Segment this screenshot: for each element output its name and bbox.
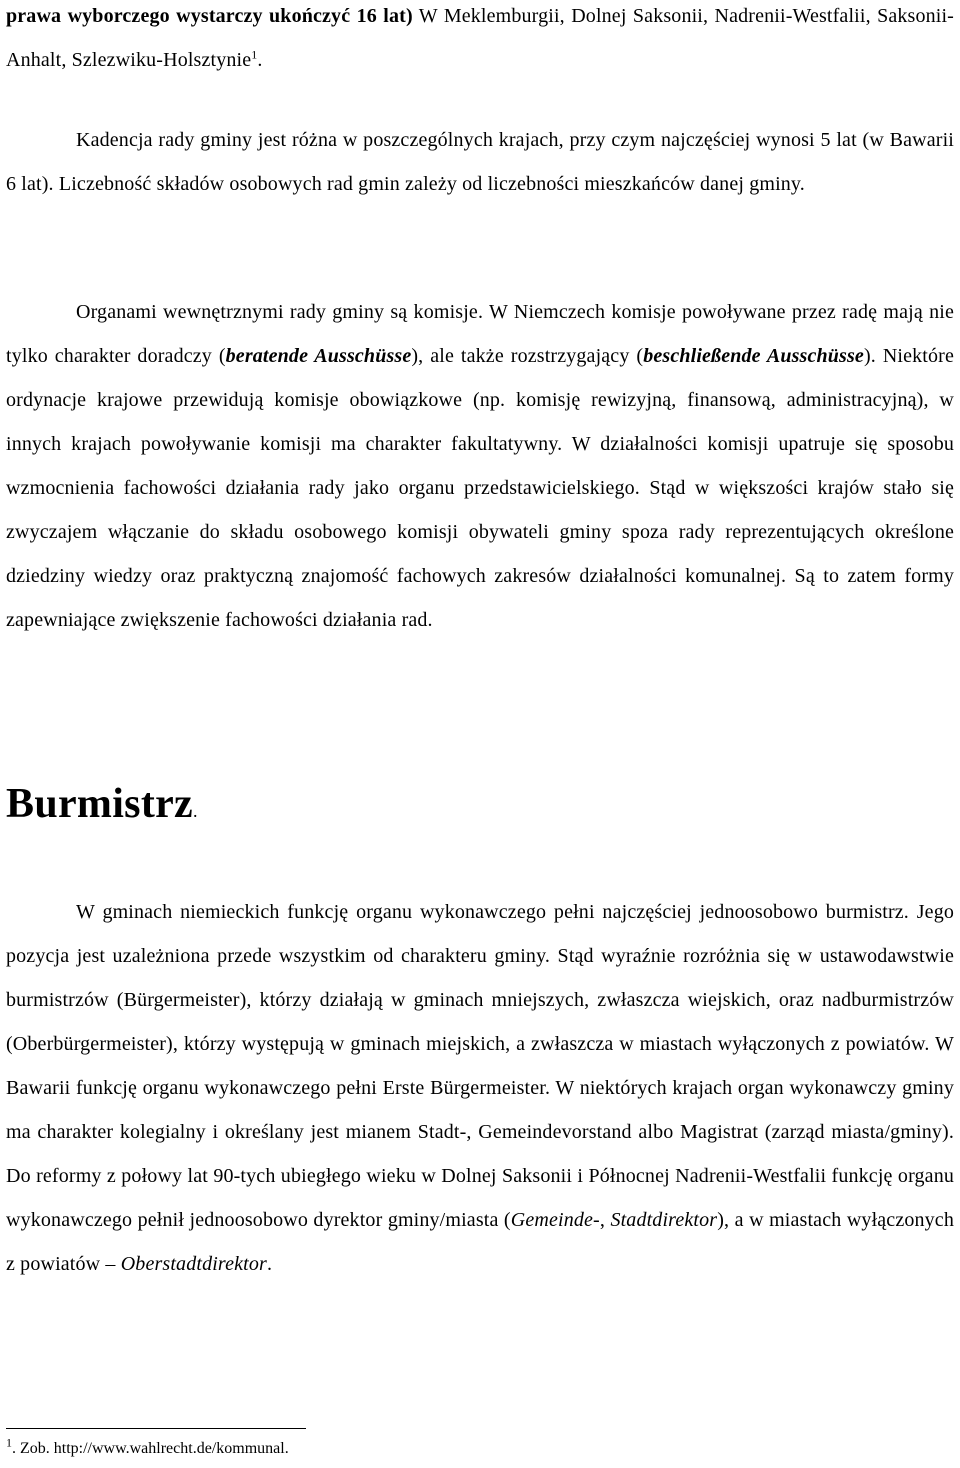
paragraph-end: . [257,49,263,71]
paragraph-council-term [6,118,954,206]
paragraph-end: . [266,1253,273,1275]
section-heading [6,772,198,843]
german-term: beratende Ausschüsse [225,345,412,367]
paragraph-text: ). Niektóre ordynacje krajowe przewidują komisje obowiązkowe (np. komisję rewizyjną, finansową, administracyjną), w innych krajach powoływanie komisji ma charakter fakultatywny. W działalności komisji upatruje się sposobu wzmocnienia fachowości działania rady jako organu przedstawicielskiego. Stąd w większości krajów stało się zwyczajem włączanie do składu osobowego komisji obywateli gminy spoza rady reprezentujących określone dziedziny wiedzy oraz praktyczną znajomość fachowych zakresów działalności komunalnej. Są to zatem formy zapewniające zwiększenie fachowości działania rad. [6,345,954,631]
german-term: Oberstadtdirektor [120,1253,267,1275]
heading-title: Burmistrz [6,781,193,827]
paragraph-text: Organami wewnętrznymi rady gminy są komisje. W Niemczech komisje powoływane przez radę mają nie tylko charakter doradczy ( [6,301,954,367]
footnote-text[interactable]: . Zob. http://www.wahlrecht.de/kommunal. [12,1440,289,1457]
bold-text: prawa wyborczego wystarczy ukończyć 16 lat) [6,5,413,27]
footnote-number: 1 [6,1435,12,1450]
separator: , [599,1209,611,1231]
paragraph-voting-rights [6,0,954,82]
german-term: beschließende Ausschüsse [643,345,864,367]
paragraph-mayor [6,890,954,1286]
footnote [6,1435,289,1460]
footnote-reference[interactable]: 1 [251,47,258,62]
german-term: Gemeinde- [510,1209,600,1231]
german-term: Stadtdirektor [610,1209,718,1231]
paragraph-text: W gminach niemieckich funkcję organu wykonawczego pełni najczęściej jednoosobowo burmistrz. Jego pozycja jest uzależniona przede wszystkim od charakteru gminy. Stąd wyraźnie rozróżnia się w ustawodawstwie burmistrzów (Bürgermeister), którzy działają w gminach mniejszych, zwłaszcza wiejskich, oraz nadburmistrzów (Oberbürgermeister), którzy występują w gminach miejskich, a zwłaszcza w miastach wyłączonych z powiatów. W Bawarii funkcję organu wykonawczego pełni Erste Bürgermeister. W niektórych krajach organ wykonawczy gminy ma charakter kolegialny i określany jest mianem Stadt-, Gemeindevorstand albo Magistrat (zarząd miasta/gminy). Do reformy z połowy lat 90-tych ubiegłego wieku w Dolnej Saksonii i Północnej Nadrenii-Westfalii funkcję organu wykonawczego pełnił jednoosobowo dyrektor gminy/miasta ( [6,901,954,1231]
paragraph-text: ), a w miastach wyłączonych z powiatów – [6,1209,954,1275]
paragraph-text: ), ale także rozstrzygający ( [411,345,644,367]
heading-dot: . [192,801,198,821]
paragraph-text: Kadencja rady gminy jest różna w poszczególnych krajach, przy czym najczęściej wynosi 5 lat (w Bawarii 6 lat). Liczebność składów osobowych rad gmin zależy od liczebności mieszkańców danej gminy. [6,129,954,195]
paragraph-text: W Meklemburgii, Dolnej Saksonii, Nadrenii-Westfalii, Saksonii-Anhalt, Szlezwiku-Holsztynie [6,5,954,71]
footnote-divider [6,1428,306,1429]
paragraph-committees [6,290,954,642]
